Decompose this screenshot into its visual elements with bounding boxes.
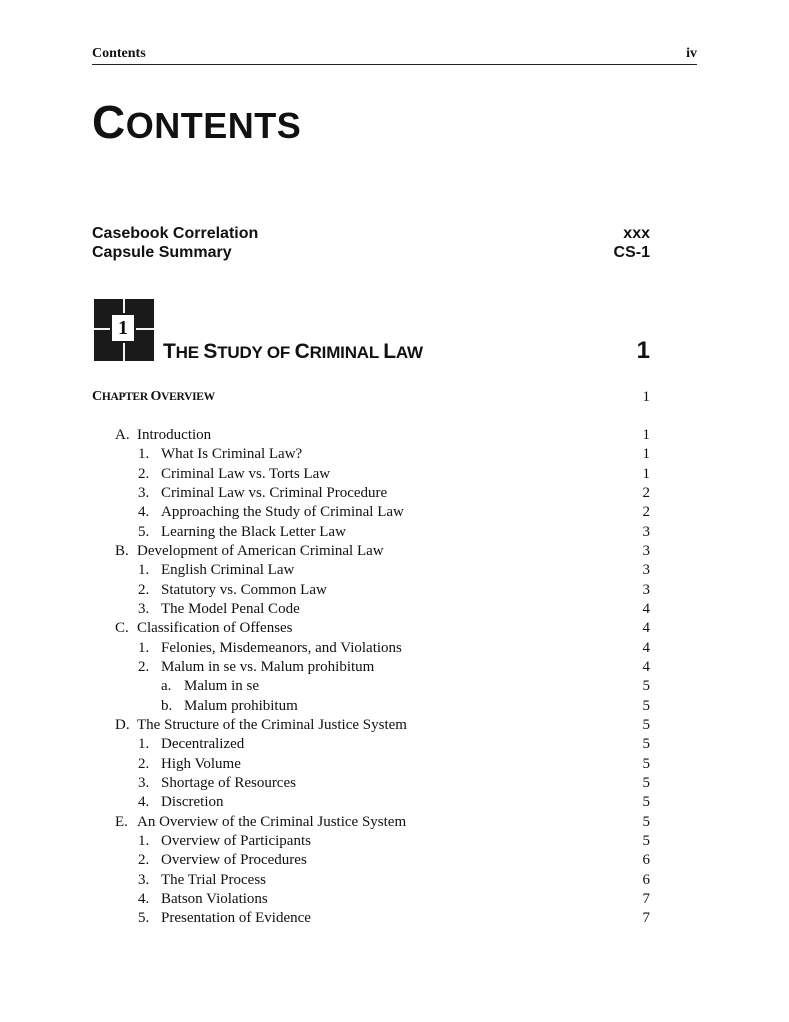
toc-entry-title: The Structure of the Criminal Justice System	[137, 716, 407, 733]
toc-entry[interactable]	[92, 909, 650, 928]
front-matter-row[interactable]	[92, 243, 650, 262]
toc-entry[interactable]	[92, 851, 650, 870]
toc-entry[interactable]	[92, 445, 650, 464]
toc-entry-title: Development of American Criminal Law	[137, 542, 384, 559]
running-head-title: Contents	[92, 46, 146, 61]
toc-entry-label	[138, 774, 296, 793]
toc-entry-label	[138, 871, 266, 890]
page-number: iv	[686, 46, 697, 61]
chapter-overview-page: 1	[642, 389, 650, 405]
toc-entry-page: 3	[642, 523, 650, 540]
toc-entry-label	[138, 600, 300, 619]
toc-entry-page: 1	[642, 427, 650, 443]
toc-entry-number: 1.	[138, 562, 150, 579]
toc-entry-title: Learning the Black Letter Law	[161, 523, 346, 540]
toc-entry[interactable]	[92, 523, 650, 542]
toc-entry-number: 2.	[138, 755, 150, 772]
toc-entry[interactable]	[92, 813, 650, 832]
toc-entry-label	[138, 658, 374, 677]
toc-entry[interactable]	[92, 677, 650, 696]
toc-entry-number: 4.	[138, 504, 150, 521]
toc-entry-number: 2.	[138, 852, 150, 869]
front-matter-label: Capsule Summary	[92, 244, 232, 261]
toc-entry-number: E.	[115, 813, 128, 830]
toc-entry-label	[115, 716, 407, 735]
toc-entry-title: Classification of Offenses	[137, 620, 293, 637]
toc-entry-number: D.	[115, 716, 130, 733]
toc-entry[interactable]	[92, 716, 650, 735]
toc-entry-page: 2	[642, 504, 650, 521]
toc-entry-page: 1	[642, 446, 650, 463]
toc-entry-page: 6	[642, 871, 650, 888]
toc-entry-title: Malum prohibitum	[184, 697, 298, 714]
chapter-page: 1	[636, 337, 650, 364]
page-title-initial: C	[92, 96, 126, 148]
chapter-number: 1	[110, 313, 136, 343]
toc-entry-label	[138, 735, 244, 754]
toc-entry-title: Decentralized	[161, 736, 245, 753]
chapter-overview-row[interactable]	[92, 389, 650, 406]
toc-entry-page: 5	[642, 678, 650, 695]
toc-entry-title: High Volume	[161, 755, 241, 772]
toc-entry-page: 4	[642, 600, 650, 617]
chapter-heading[interactable]	[163, 337, 650, 365]
toc-entry-label	[138, 832, 311, 851]
toc-entry-page: 5	[642, 832, 650, 849]
toc-entry-page: 5	[642, 813, 650, 830]
toc-entry-title: Overview of Participants	[161, 832, 311, 849]
toc-entry[interactable]	[92, 735, 650, 754]
toc-entry-page: 3	[642, 562, 650, 579]
toc-entry[interactable]	[92, 697, 650, 716]
chapter-overview-label: CHAPTER OVERVIEW	[92, 389, 215, 404]
toc-entry-page: 7	[642, 890, 650, 907]
page-title-rest: ONTENTS	[125, 105, 302, 146]
toc-entry-title: Approaching the Study of Criminal Law	[161, 504, 404, 521]
toc-entry-number: A.	[115, 427, 130, 443]
toc-entry-number: 1.	[138, 832, 150, 849]
toc-entry-number: 1.	[138, 639, 150, 656]
toc-entry-number: 3.	[138, 484, 150, 501]
toc-entry-title: Batson Violations	[161, 890, 268, 907]
toc-entry-label	[138, 523, 346, 542]
front-matter-page: CS-1	[613, 244, 650, 261]
toc-entry-number: b.	[161, 697, 173, 714]
toc-entry-label	[138, 639, 402, 658]
toc-entry-page: 4	[642, 639, 650, 656]
toc-entry-label	[138, 503, 404, 522]
toc-entry[interactable]	[92, 426, 650, 445]
toc-entry-label	[138, 793, 223, 812]
chapter-title: THE STUDY OF CRIMINAL LAW	[163, 340, 423, 363]
toc-entry[interactable]	[92, 465, 650, 484]
toc-entry[interactable]	[92, 755, 650, 774]
toc-entry-page: 2	[642, 484, 650, 501]
toc-entry-number: a.	[161, 678, 172, 695]
toc-entry-title: Introduction	[137, 427, 212, 443]
front-matter-page: xxx	[623, 225, 650, 242]
toc-entry-label	[115, 542, 384, 561]
toc-entry-number: 1.	[138, 446, 150, 463]
toc-entry-title: Statutory vs. Common Law	[161, 581, 327, 598]
toc-entry[interactable]	[92, 832, 650, 851]
toc-list	[92, 426, 650, 929]
toc-entry-number: 1.	[138, 736, 150, 753]
toc-entry-title: English Criminal Law	[161, 562, 295, 579]
toc-entry-title: Criminal Law vs. Torts Law	[161, 465, 331, 482]
toc-entry[interactable]	[92, 639, 650, 658]
toc-entry-number: 4.	[138, 794, 150, 811]
toc-entry-label	[115, 813, 406, 832]
front-matter-label: Casebook Correlation	[92, 225, 259, 242]
toc-entry-number: 4.	[138, 890, 150, 907]
toc-entry-number: 5.	[138, 523, 150, 540]
toc-entry-page: 4	[642, 620, 650, 637]
toc-entry-label	[138, 484, 387, 503]
toc-entry-title: Shortage of Resources	[161, 774, 296, 791]
toc-entry[interactable]	[92, 793, 650, 812]
toc-entry-label	[138, 581, 327, 600]
toc-entry-title: The Trial Process	[161, 871, 266, 888]
toc-entry-page: 1	[642, 465, 650, 482]
toc-entry-number: B.	[115, 542, 129, 559]
toc-entry-label	[138, 445, 302, 464]
toc-entry-title: An Overview of the Criminal Justice System	[137, 813, 407, 830]
toc-entry[interactable]	[92, 561, 650, 580]
toc-entry-page: 6	[642, 852, 650, 869]
toc-entry-page: 5	[642, 774, 650, 791]
toc-entry-title: Felonies, Misdemeanors, and Violations	[161, 639, 402, 656]
toc-entry-title: What Is Criminal Law?	[161, 446, 303, 463]
toc-entry-label	[138, 851, 307, 870]
toc-entry-page: 5	[642, 755, 650, 772]
toc-entry[interactable]	[92, 774, 650, 793]
toc-entry[interactable]	[92, 581, 650, 600]
running-head	[92, 46, 697, 65]
toc-entry-title: The Model Penal Code	[161, 600, 300, 617]
toc-entry-number: 5.	[138, 910, 150, 927]
toc-entry[interactable]	[92, 503, 650, 522]
toc-entry[interactable]	[92, 600, 650, 619]
toc-entry-page: 5	[642, 794, 650, 811]
toc-entry-page: 5	[642, 716, 650, 733]
toc-entry[interactable]	[92, 658, 650, 677]
toc-entry[interactable]	[92, 484, 650, 503]
toc-entry-page: 5	[642, 736, 650, 753]
toc-entry[interactable]	[92, 619, 650, 638]
toc-entry-label	[138, 465, 330, 484]
toc-entry-label	[138, 890, 268, 909]
toc-entry-page: 3	[642, 581, 650, 598]
toc-entry-number: C.	[115, 620, 129, 637]
toc-entry-number: 2.	[138, 658, 150, 675]
toc-entry-number: 3.	[138, 871, 150, 888]
toc-entry[interactable]	[92, 542, 650, 561]
toc-entry-label	[138, 755, 241, 774]
toc-entry-number: 2.	[138, 581, 150, 598]
toc-entry-page: 4	[642, 658, 650, 675]
toc-entry-page: 3	[642, 542, 650, 559]
toc-entry-label	[115, 426, 211, 445]
front-matter-row[interactable]	[92, 224, 650, 243]
toc-entry-title: Presentation of Evidence	[161, 910, 311, 927]
toc-entry-page: 7	[642, 910, 650, 927]
toc-entry[interactable]	[92, 871, 650, 890]
toc-entry-title: Malum in se vs. Malum prohibitum	[161, 658, 375, 675]
toc-entry-title: Malum in se	[184, 678, 259, 695]
toc-entry-label	[138, 909, 311, 928]
toc-entry-label	[161, 677, 259, 696]
toc-entry-page: 5	[642, 697, 650, 714]
toc-entry[interactable]	[92, 890, 650, 909]
chapter-number-badge	[94, 299, 154, 361]
toc-entry-label	[115, 619, 293, 638]
toc-entry-number: 3.	[138, 774, 150, 791]
toc-entry-title: Overview of Procedures	[161, 852, 307, 869]
page-title	[92, 93, 301, 155]
toc-entry-label	[161, 697, 298, 716]
toc-entry-title: Discretion	[161, 794, 224, 811]
toc-entry-label	[138, 561, 294, 580]
toc-entry-number: 2.	[138, 465, 150, 482]
front-matter-list	[92, 224, 650, 262]
toc-entry-number: 3.	[138, 600, 150, 617]
toc-entry-title: Criminal Law vs. Criminal Procedure	[161, 484, 388, 501]
